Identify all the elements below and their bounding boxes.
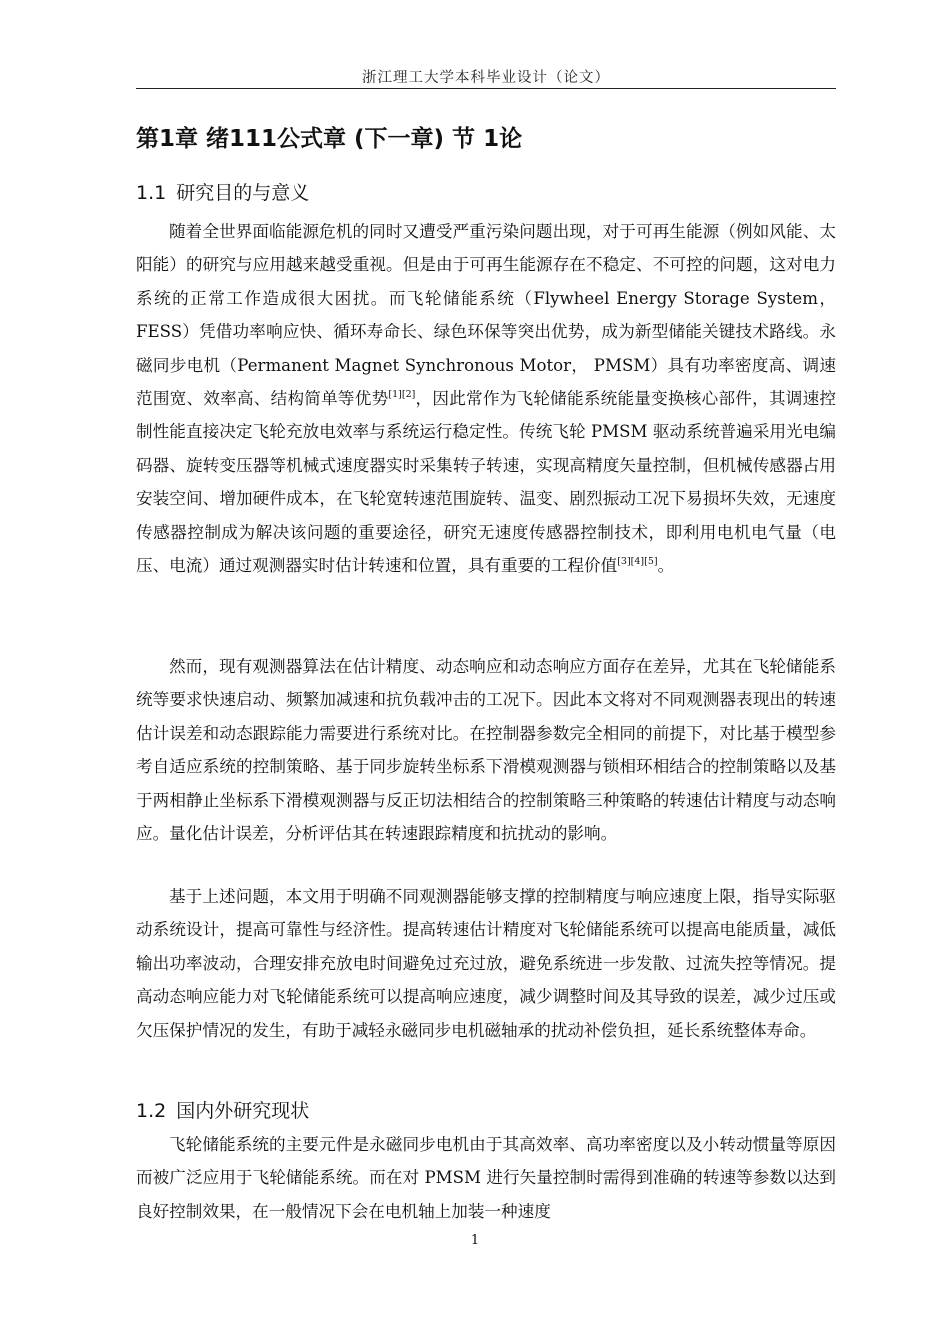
chapter-title: 第1章 绪111公式章 (下一章) 节 1论: [136, 126, 523, 152]
paragraph-1: [136, 215, 836, 582]
paragraph-text: 随着全世界面临能源危机的同时又遭受严重污染问题出现，对于可再生能源（例如风能、太阳能）的研究与应用越来越受重视。但是由于可再生能源存在不稳定、不可控的问题，这对电力系统的正常工作造成很大困扰。而飞轮储能系统（Flywheel Energy Storage System，FESS）凭借功率响应快、循环寿命长、绿色环保等突出优势，成为新型储能关键技术路线。永磁同步电机（Permanent Magnet Synchronous Motor， PMSM）具有功率密度高、调速范围宽、效率高、结构简单等优势: [136, 222, 836, 409]
paragraph-text: 。: [657, 556, 675, 576]
page-number: 1: [470, 1233, 480, 1248]
section-heading-1-2: [136, 1096, 309, 1123]
section-number: 1.1: [136, 182, 167, 204]
paragraph-text: ，因此常作为飞轮储能系统能量变换核心部件，其调速控制性能直接决定飞轮充放电效率与系统运行稳定性。传统飞轮 PMSM 驱动系统普遍采用光电编码器、旋转变压器等机械式速度器实时采集转子转速，实现高精度矢量控制，但机械传感器占用安装空间、增加硬件成本，在飞轮宽转速范围旋转、温变、剧烈振动工况下易损坏失效，无速度传感器控制成为解决该问题的重要途径，研究无速度传感器控制技术，即利用电机电气量（电压、电流）通过观测器实时估计转速和位置，具有重要的工程价值: [136, 389, 837, 576]
paragraph-text: 飞轮储能系统的主要元件是永磁同步电机由于其高效率、高功率密度以及小转动惯量等原因而被广泛应用于飞轮储能系统。而在对 PMSM 进行矢量控制时需得到准确的转速等参数以达到良好控制效果，在一般情况下会在电机轴上加装一种速度: [136, 1135, 836, 1221]
section-heading-1-1: [136, 178, 309, 205]
section-number: 1.2: [136, 1100, 167, 1122]
paragraph-2: [136, 650, 836, 850]
running-header: 浙江理工大学本科毕业设计（论文）: [362, 70, 610, 86]
header-rule: [136, 88, 836, 89]
section-title: 国内外研究现状: [176, 1100, 310, 1122]
section-title: 研究目的与意义: [176, 182, 310, 204]
paragraph-4: [136, 1128, 836, 1228]
paragraph-3: [136, 880, 836, 1047]
citation: [1][2]: [388, 389, 416, 401]
citation: [3][4][5]: [617, 556, 658, 568]
paragraph-text: 然而，现有观测器算法在估计精度、动态响应和动态响应方面存在差异，尤其在飞轮储能系统等要求快速启动、频繁加减速和抗负载冲击的工况下。因此本文将对不同观测器表现出的转速估计误差和动态跟踪能力需要进行系统对比。在控制器参数完全相同的前提下，对比基于模型参考自适应系统的控制策略、基于同步旋转坐标系下滑模观测器与锁相环相结合的控制策略以及基于两相静止坐标系下滑模观测器与反正切法相结合的控制策略三种策略的转速估计精度与动态响应。量化估计误差，分析评估其在转速跟踪精度和抗扰动的影响。: [136, 657, 836, 844]
paragraph-text: 基于上述问题，本文用于明确不同观测器能够支撑的控制精度与响应速度上限，指导实际驱动系统设计，提高可靠性与经济性。提高转速估计精度对飞轮储能系统可以提高电能质量，减低输出功率波动，合理安排充放电时间避免过充过放，避免系统进一步发散、过流失控等情况。提高动态响应能力对飞轮储能系统可以提高响应速度，减少调整时间及其导致的误差，减少过压或欠压保护情况的发生，有助于减轻永磁同步电机磁轴承的扰动补偿负担，延长系统整体寿命。: [136, 887, 836, 1040]
